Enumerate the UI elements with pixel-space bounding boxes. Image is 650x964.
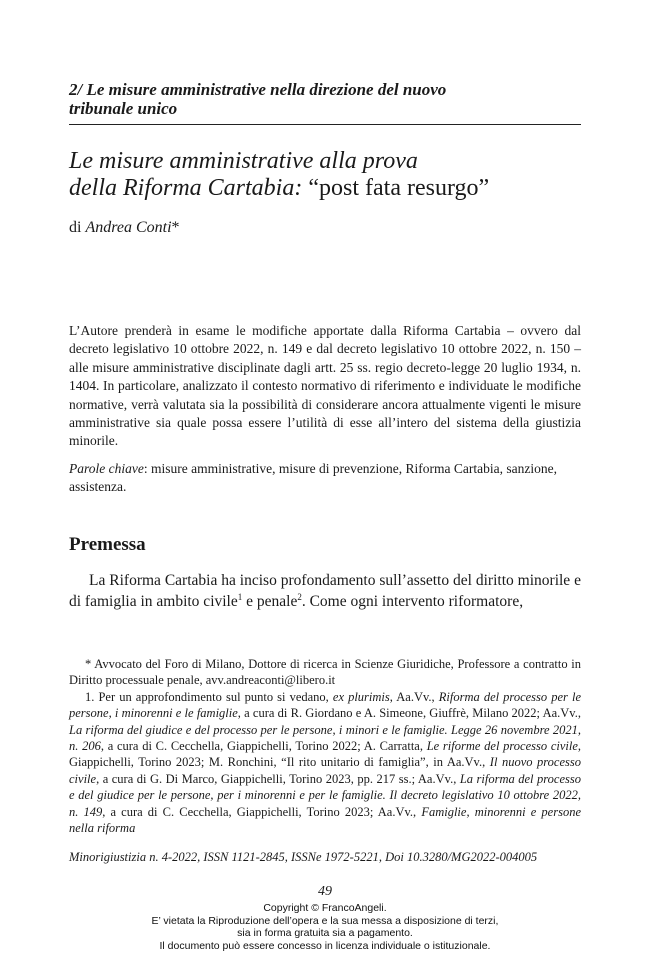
keywords-sep: :	[143, 461, 151, 476]
article-title-quote: “post fata resurgo”	[308, 175, 490, 201]
section-heading-line1: 2/ Le misure amministrative nella direzione del nuovo	[69, 80, 447, 99]
fn1-part: , Aa.Vv.,	[389, 689, 439, 704]
article-title	[69, 148, 581, 202]
author-footnote-mark: *	[171, 219, 180, 236]
footnote-star: * Avvocato del Foro di Milano, Dottore di ricerca in Scienze Giuridiche, Professore a contratto in Diritto processuale penale, avv.andreaconti@libero.it	[69, 657, 581, 688]
body-text-c: . Come ogni intervento riformatore,	[301, 593, 524, 610]
fn1-part: , a cura di C. Cecchella, Giappichelli, Torino 2023; Aa.Vv.,	[102, 804, 422, 819]
fn1-part: ex plurimis	[332, 689, 390, 704]
footnote-ref-1[interactable]: 1	[237, 591, 243, 602]
article-title-line2: della Riforma Cartabia:	[69, 175, 309, 201]
fn1-part: La riforma del processo e del giudice per le persone, per i minorenni e per le famiglie. Il decreto legislativo 10 ottobre 2022, n. 149	[69, 771, 581, 819]
fn1-part: La riforma del giudice e del processo per le persone, i minori e le famiglie. Legge 26 novembre 2021, n. 206	[69, 722, 581, 754]
fn1-part: , a cura di G. Di Marco, Giappichelli, Torino 2023, pp. 217 ss.; Aa.Vv.,	[96, 771, 460, 786]
fn1-part: , a cura di R. Giordano e A. Simeone, Giuffrè, Milano 2022; Aa.Vv.,	[237, 706, 581, 721]
fn1-part: Famiglie, minorenni e persone nella riforma	[69, 804, 581, 836]
copyright-line: E’ vietata la Riproduzione dell’opera e la sua messa a disposizione di terzi,	[151, 914, 499, 927]
byline	[69, 219, 180, 237]
keywords	[69, 460, 581, 497]
premessa-heading: Premessa	[69, 534, 146, 555]
abstract: L’Autore prenderà in esame le modifiche apportate dalla Riforma Cartabia – ovvero dal decreto legislativo 10 ottobre 2022, n. 149 e dal decreto legislativo 10 ottobre 2022, n. 150 – alle misure amministrative disciplinate dagli artt. 25 ss. regio decreto-legge 20 luglio 1934, n. 1404. In particolare, analizzato il contesto normativo di riferimento e individuate le modifiche normative, verrà valutata sia la possibilità di considerare ancora attualmente vigenti le misure amministrative sia quale possa essere l’utilità di esse all’intero del sistema della giustizia minorile.	[69, 323, 581, 449]
copyright-notice	[0, 902, 650, 952]
byline-prefix: di	[69, 219, 86, 236]
body-text-b: e penale	[242, 593, 298, 610]
keywords-text: misure amministrative, misure di prevenzione, Riforma Cartabia, sanzione, assistenza.	[69, 461, 557, 495]
fn1-part: Riforma del processo per le persone, i minorenni e le famiglie	[69, 689, 581, 721]
article-title-line1: Le misure amministrative alla prova	[69, 148, 418, 174]
copyright-line: Il documento può essere concesso in licenza individuale o istituzionale.	[159, 939, 491, 952]
fn1-part: 1. Per un approfondimento sul punto si vedano,	[85, 689, 333, 704]
copyright-line: Copyright © FrancoAngeli.	[263, 902, 387, 914]
page-number: 49	[318, 884, 332, 899]
journal-reference: Minorigiustizia n. 4-2022, ISSN 1121-2845, ISSNe 1972-5221, Doi 10.3280/MG2022-004005	[69, 850, 538, 864]
fn1-part: , Giappichelli, Torino 2023; M. Ronchini, “Il rito unitario di famiglia”, in Aa.Vv.,	[69, 739, 582, 770]
author-name: Andrea Conti	[85, 219, 172, 236]
footnote-1	[69, 689, 581, 837]
copyright-line: sia in forma gratuita sia a pagamento.	[237, 927, 413, 940]
body-paragraph	[69, 570, 581, 612]
footnotes	[69, 656, 581, 836]
body-text-a: La Riforma Cartabia ha inciso profondamento sull’assetto del diritto minorile e di famiglia in ambito civile	[69, 572, 581, 610]
fn1-part: , a cura di C. Cecchella, Giappichelli, Torino 2022; A. Carratta,	[100, 739, 427, 754]
keywords-label: Parole chiave	[69, 461, 144, 476]
footnote-ref-2[interactable]: 2	[297, 591, 302, 602]
fn1-part: Le riforme del processo civile	[426, 739, 578, 754]
section-heading-line2: tribunale unico	[69, 99, 178, 118]
section-heading	[69, 80, 581, 125]
fn1-part: Il nuovo processo civile	[69, 755, 581, 786]
